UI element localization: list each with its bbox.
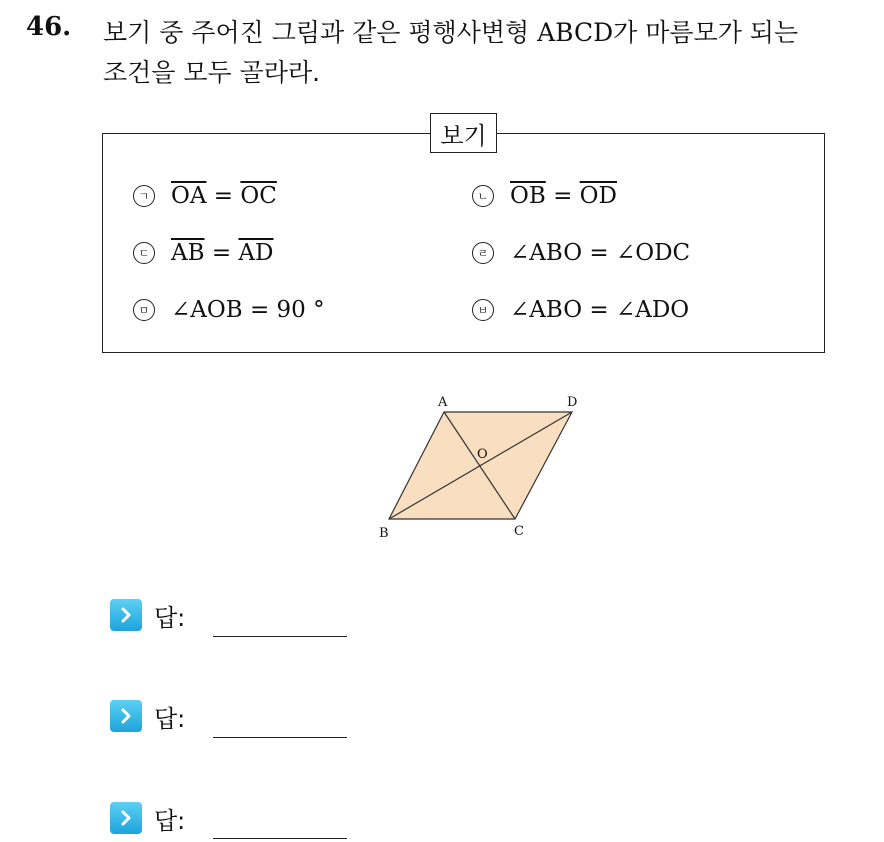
condition-marker: ㄴ: [472, 185, 494, 207]
condition-marker: ㅂ: [472, 299, 494, 321]
condition-marker: ㄷ: [133, 242, 155, 264]
answer-blank-3[interactable]: [213, 838, 347, 839]
condition-6: [472, 297, 689, 323]
question-text-part1: 보기 중 주어진 그림과 같은 평행사변형: [103, 18, 538, 47]
point-label-a: A: [438, 395, 448, 410]
condition-text: ∠AOB = 90 °: [171, 297, 325, 323]
point-label-d: D: [567, 395, 578, 410]
condition-text: $\overline{OA} = \overline{OC}$: [171, 183, 277, 209]
condition-text: $\overline{AB} = \overline{AD}$: [171, 240, 274, 266]
condition-2: [472, 183, 617, 209]
answer-label: 답:: [154, 603, 186, 632]
condition-marker: ㅁ: [133, 299, 155, 321]
chevron-right-icon: [110, 802, 142, 834]
point-label-b: B: [379, 526, 389, 541]
answer-row-1: [110, 597, 185, 633]
condition-marker: ㄱ: [133, 185, 155, 207]
question-number: 46.: [26, 12, 72, 42]
condition-1: [133, 183, 277, 209]
answer-blank-1[interactable]: [213, 636, 347, 637]
question-text-part2: 가 마름모가 되는: [613, 18, 799, 47]
parallelogram-figure: [370, 388, 590, 548]
question-math: ABCD: [537, 18, 614, 47]
answer-label: 답:: [154, 806, 186, 835]
condition-5: [133, 297, 325, 323]
point-label-o: O: [477, 447, 488, 462]
point-label-c: C: [514, 524, 524, 539]
bogi-title: 보기: [430, 113, 497, 153]
answer-blank-2[interactable]: [213, 737, 347, 738]
answer-label: 답:: [154, 704, 186, 733]
condition-4: [472, 240, 690, 266]
condition-marker: ㄹ: [472, 242, 494, 264]
condition-text: ∠ABO = ∠ODC: [510, 240, 691, 266]
answer-row-3: [110, 800, 185, 836]
chevron-right-icon: [110, 700, 142, 732]
condition-text: $\overline{OB} = \overline{OD}$: [510, 183, 617, 209]
chevron-right-icon: [110, 599, 142, 631]
condition-3: [133, 240, 273, 266]
question-text-line1: [103, 13, 798, 49]
condition-text: ∠ABO = ∠ADO: [510, 297, 690, 323]
answer-row-2: [110, 698, 185, 734]
question-text-line2: 조건을 모두 골라라.: [103, 58, 321, 87]
